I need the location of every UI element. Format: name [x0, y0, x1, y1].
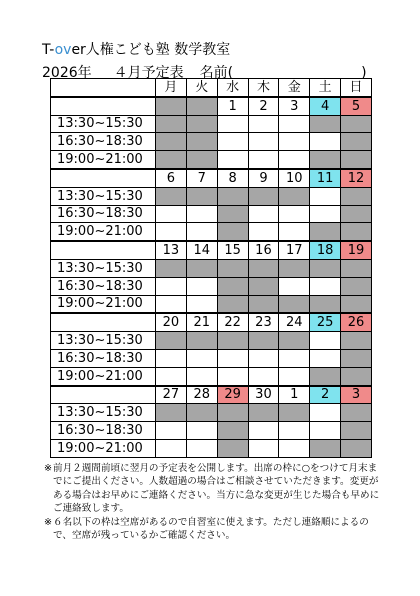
date-cell: 9 [248, 169, 279, 187]
unavailable-cell [156, 332, 187, 350]
time-slot-label: 16:30~18:30 [51, 133, 156, 151]
year-label: 2026年 [42, 65, 92, 81]
week-label-cell [51, 169, 156, 187]
time-slot-label: 13:30~15:30 [51, 404, 156, 422]
note-1-mark: ※ [44, 463, 53, 474]
unavailable-cell [156, 259, 187, 277]
date-cell: 2 [248, 97, 279, 115]
date-cell: 1 [217, 97, 248, 115]
attendance-cell[interactable] [156, 439, 187, 457]
weekday-header: 土 [310, 79, 341, 97]
time-slot-label: 16:30~18:30 [51, 349, 156, 367]
date-cell [186, 97, 217, 115]
title-ov: ov [54, 42, 72, 58]
unavailable-cell [156, 115, 187, 133]
time-slot-label: 19:00~21:00 [51, 367, 156, 385]
date-cell: 11 [310, 169, 341, 187]
attendance-cell[interactable] [156, 367, 187, 385]
date-cell: 27 [156, 386, 187, 404]
time-slot-row [51, 367, 372, 385]
attendance-cell[interactable] [248, 439, 279, 457]
attendance-cell[interactable] [217, 367, 248, 385]
attendance-cell[interactable] [156, 205, 187, 223]
time-slot-row [51, 422, 372, 440]
time-slot-label: 19:00~21:00 [51, 223, 156, 241]
unavailable-cell [186, 151, 217, 169]
unavailable-cell [186, 187, 217, 205]
unavailable-cell [310, 367, 341, 385]
time-slot-row [51, 133, 372, 151]
week-date-row [51, 313, 372, 331]
unavailable-cell [186, 133, 217, 151]
attendance-cell[interactable] [310, 422, 341, 440]
attendance-cell[interactable] [248, 349, 279, 367]
date-cell: 4 [310, 97, 341, 115]
date-cell: 10 [279, 169, 310, 187]
unavailable-cell [279, 332, 310, 350]
unavailable-cell [248, 404, 279, 422]
date-cell: 17 [279, 241, 310, 259]
attendance-cell[interactable] [248, 205, 279, 223]
weekday-header: 金 [279, 79, 310, 97]
attendance-cell[interactable] [310, 277, 341, 295]
week-label-cell [51, 97, 156, 115]
unavailable-cell [217, 404, 248, 422]
name-field[interactable] [233, 61, 361, 77]
time-slot-label: 16:30~18:30 [51, 277, 156, 295]
unavailable-cell [341, 187, 372, 205]
unavailable-cell [310, 223, 341, 241]
note-2-mark: ※ [44, 516, 53, 528]
unavailable-cell [217, 332, 248, 350]
time-slot-row [51, 205, 372, 223]
date-cell: 2 [310, 386, 341, 404]
attendance-cell[interactable] [279, 223, 310, 241]
notes [44, 462, 384, 542]
time-slot-row [51, 404, 372, 422]
week-label-cell [51, 386, 156, 404]
time-slot-row [51, 332, 372, 350]
weekday-header-row [51, 79, 372, 97]
attendance-cell[interactable] [310, 332, 341, 350]
name-close: ) [361, 65, 367, 81]
unavailable-cell [217, 223, 248, 241]
week-label-cell [51, 241, 156, 259]
month-label: ４月予定表 [113, 65, 184, 81]
unavailable-cell [341, 223, 372, 241]
unavailable-cell [217, 259, 248, 277]
weekday-header: 火 [186, 79, 217, 97]
unavailable-cell [310, 151, 341, 169]
unavailable-cell [341, 404, 372, 422]
attendance-cell[interactable] [186, 277, 217, 295]
title-rest: er人権こども塾 数学教室 [71, 42, 231, 58]
week-date-row [51, 169, 372, 187]
unavailable-cell [217, 187, 248, 205]
unavailable-cell [279, 295, 310, 313]
time-slot-label: 19:00~21:00 [51, 439, 156, 457]
week-label-cell [51, 313, 156, 331]
time-slot-label: 19:00~21:00 [51, 151, 156, 169]
time-slot-row [51, 223, 372, 241]
attendance-cell[interactable] [186, 349, 217, 367]
time-slot-label: 13:30~15:30 [51, 115, 156, 133]
unavailable-cell [217, 439, 248, 457]
date-cell: 19 [341, 241, 372, 259]
date-cell: 29 [217, 386, 248, 404]
weekday-header: 木 [248, 79, 279, 97]
attendance-cell[interactable] [279, 115, 310, 133]
date-cell: 8 [217, 169, 248, 187]
note-1 [44, 462, 384, 516]
unavailable-cell [310, 439, 341, 457]
attendance-cell[interactable] [186, 295, 217, 313]
date-cell: 26 [341, 313, 372, 331]
weekday-header: 日 [341, 79, 372, 97]
unavailable-cell [341, 115, 372, 133]
attendance-cell[interactable] [279, 349, 310, 367]
date-cell: 3 [279, 97, 310, 115]
time-slot-label: 16:30~18:30 [51, 422, 156, 440]
unavailable-cell [341, 422, 372, 440]
time-slot-row [51, 115, 372, 133]
time-slot-row [51, 439, 372, 457]
date-cell: 22 [217, 313, 248, 331]
time-slot-row [51, 349, 372, 367]
attendance-cell[interactable] [279, 422, 310, 440]
attendance-cell[interactable] [217, 151, 248, 169]
unavailable-cell [186, 259, 217, 277]
attendance-cell[interactable] [217, 133, 248, 151]
date-cell: 14 [186, 241, 217, 259]
date-cell: 1 [279, 386, 310, 404]
attendance-cell[interactable] [186, 205, 217, 223]
page-title [42, 42, 230, 58]
attendance-cell[interactable] [156, 349, 187, 367]
attendance-cell[interactable] [156, 277, 187, 295]
unavailable-cell [156, 151, 187, 169]
title-prefix: T- [42, 42, 55, 58]
unavailable-cell [310, 115, 341, 133]
week-date-row [51, 241, 372, 259]
attendance-cell[interactable] [310, 133, 341, 151]
unavailable-cell [217, 422, 248, 440]
date-cell: 13 [156, 241, 187, 259]
attendance-cell[interactable] [248, 151, 279, 169]
attendance-cell[interactable] [279, 367, 310, 385]
header-blank-cell [51, 79, 156, 97]
time-slot-row [51, 277, 372, 295]
unavailable-cell [186, 115, 217, 133]
date-cell: 16 [248, 241, 279, 259]
unavailable-cell [248, 187, 279, 205]
attendance-cell[interactable] [279, 133, 310, 151]
week-date-row [51, 97, 372, 115]
unavailable-cell [310, 295, 341, 313]
date-cell: 5 [341, 97, 372, 115]
unavailable-cell [279, 259, 310, 277]
unavailable-cell [248, 332, 279, 350]
unavailable-cell [310, 259, 341, 277]
weekday-header: 水 [217, 79, 248, 97]
name-label: 名前( [199, 65, 234, 81]
unavailable-cell [217, 277, 248, 295]
date-cell: 24 [279, 313, 310, 331]
weekday-header: 月 [156, 79, 187, 97]
attendance-cell[interactable] [156, 422, 187, 440]
time-slot-row [51, 187, 372, 205]
schedule-table [50, 78, 372, 458]
date-cell: 12 [341, 169, 372, 187]
unavailable-cell [341, 295, 372, 313]
attendance-cell[interactable] [217, 349, 248, 367]
date-cell: 6 [156, 169, 187, 187]
attendance-cell[interactable] [279, 439, 310, 457]
attendance-cell[interactable] [186, 367, 217, 385]
date-cell: 18 [310, 241, 341, 259]
unavailable-cell [279, 187, 310, 205]
attendance-cell[interactable] [310, 404, 341, 422]
attendance-cell[interactable] [156, 295, 187, 313]
unavailable-cell [156, 187, 187, 205]
date-cell: 7 [186, 169, 217, 187]
attendance-cell[interactable] [279, 151, 310, 169]
attendance-cell[interactable] [279, 277, 310, 295]
unavailable-cell [156, 133, 187, 151]
time-slot-row [51, 295, 372, 313]
note-2 [44, 516, 384, 543]
attendance-cell[interactable] [186, 422, 217, 440]
time-slot-label: 13:30~15:30 [51, 187, 156, 205]
date-cell: 25 [310, 313, 341, 331]
unavailable-cell [279, 404, 310, 422]
unavailable-cell [341, 259, 372, 277]
attendance-cell[interactable] [279, 205, 310, 223]
date-cell [156, 97, 187, 115]
attendance-cell[interactable] [310, 187, 341, 205]
date-cell: 30 [248, 386, 279, 404]
time-slot-row [51, 259, 372, 277]
unavailable-cell [341, 332, 372, 350]
note-2-text: ６名以下の枠は空席があるので自習室に使えます。ただし連絡順によるので、空席が残っているかご確認ください。 [53, 516, 369, 542]
attendance-cell[interactable] [156, 223, 187, 241]
unavailable-cell [248, 277, 279, 295]
unavailable-cell [341, 151, 372, 169]
unavailable-cell [341, 367, 372, 385]
week-date-row [51, 386, 372, 404]
unavailable-cell [156, 404, 187, 422]
time-slot-label: 19:00~21:00 [51, 295, 156, 313]
attendance-cell[interactable] [186, 439, 217, 457]
attendance-cell[interactable] [248, 367, 279, 385]
date-cell: 15 [217, 241, 248, 259]
unavailable-cell [186, 332, 217, 350]
date-cell: 28 [186, 386, 217, 404]
attendance-cell[interactable] [248, 223, 279, 241]
unavailable-cell [341, 439, 372, 457]
unavailable-cell [217, 205, 248, 223]
time-slot-label: 13:30~15:30 [51, 332, 156, 350]
date-cell: 3 [341, 386, 372, 404]
unavailable-cell [248, 259, 279, 277]
date-cell: 21 [186, 313, 217, 331]
attendance-cell[interactable] [248, 422, 279, 440]
date-cell: 23 [248, 313, 279, 331]
unavailable-cell [186, 404, 217, 422]
attendance-cell[interactable] [217, 115, 248, 133]
note-1-text: 前月２週間前頃に翌月の予定表を公開します。出席の枠に○をつけて月末までにご提出ください。人数超過の場合はご相談させていただきます。変更がある場合はお早めにご連絡ください。当方に急な変更が生じた場合も早めにご連絡致します。 [53, 463, 380, 515]
attendance-cell[interactable] [310, 205, 341, 223]
attendance-cell[interactable] [310, 349, 341, 367]
time-slot-label: 13:30~15:30 [51, 259, 156, 277]
unavailable-cell [341, 277, 372, 295]
unavailable-cell [217, 295, 248, 313]
unavailable-cell [248, 295, 279, 313]
attendance-cell[interactable] [248, 115, 279, 133]
attendance-cell[interactable] [248, 133, 279, 151]
unavailable-cell [341, 349, 372, 367]
time-slot-row [51, 151, 372, 169]
unavailable-cell [341, 133, 372, 151]
date-cell: 20 [156, 313, 187, 331]
attendance-cell[interactable] [186, 223, 217, 241]
time-slot-label: 16:30~18:30 [51, 205, 156, 223]
unavailable-cell [341, 205, 372, 223]
